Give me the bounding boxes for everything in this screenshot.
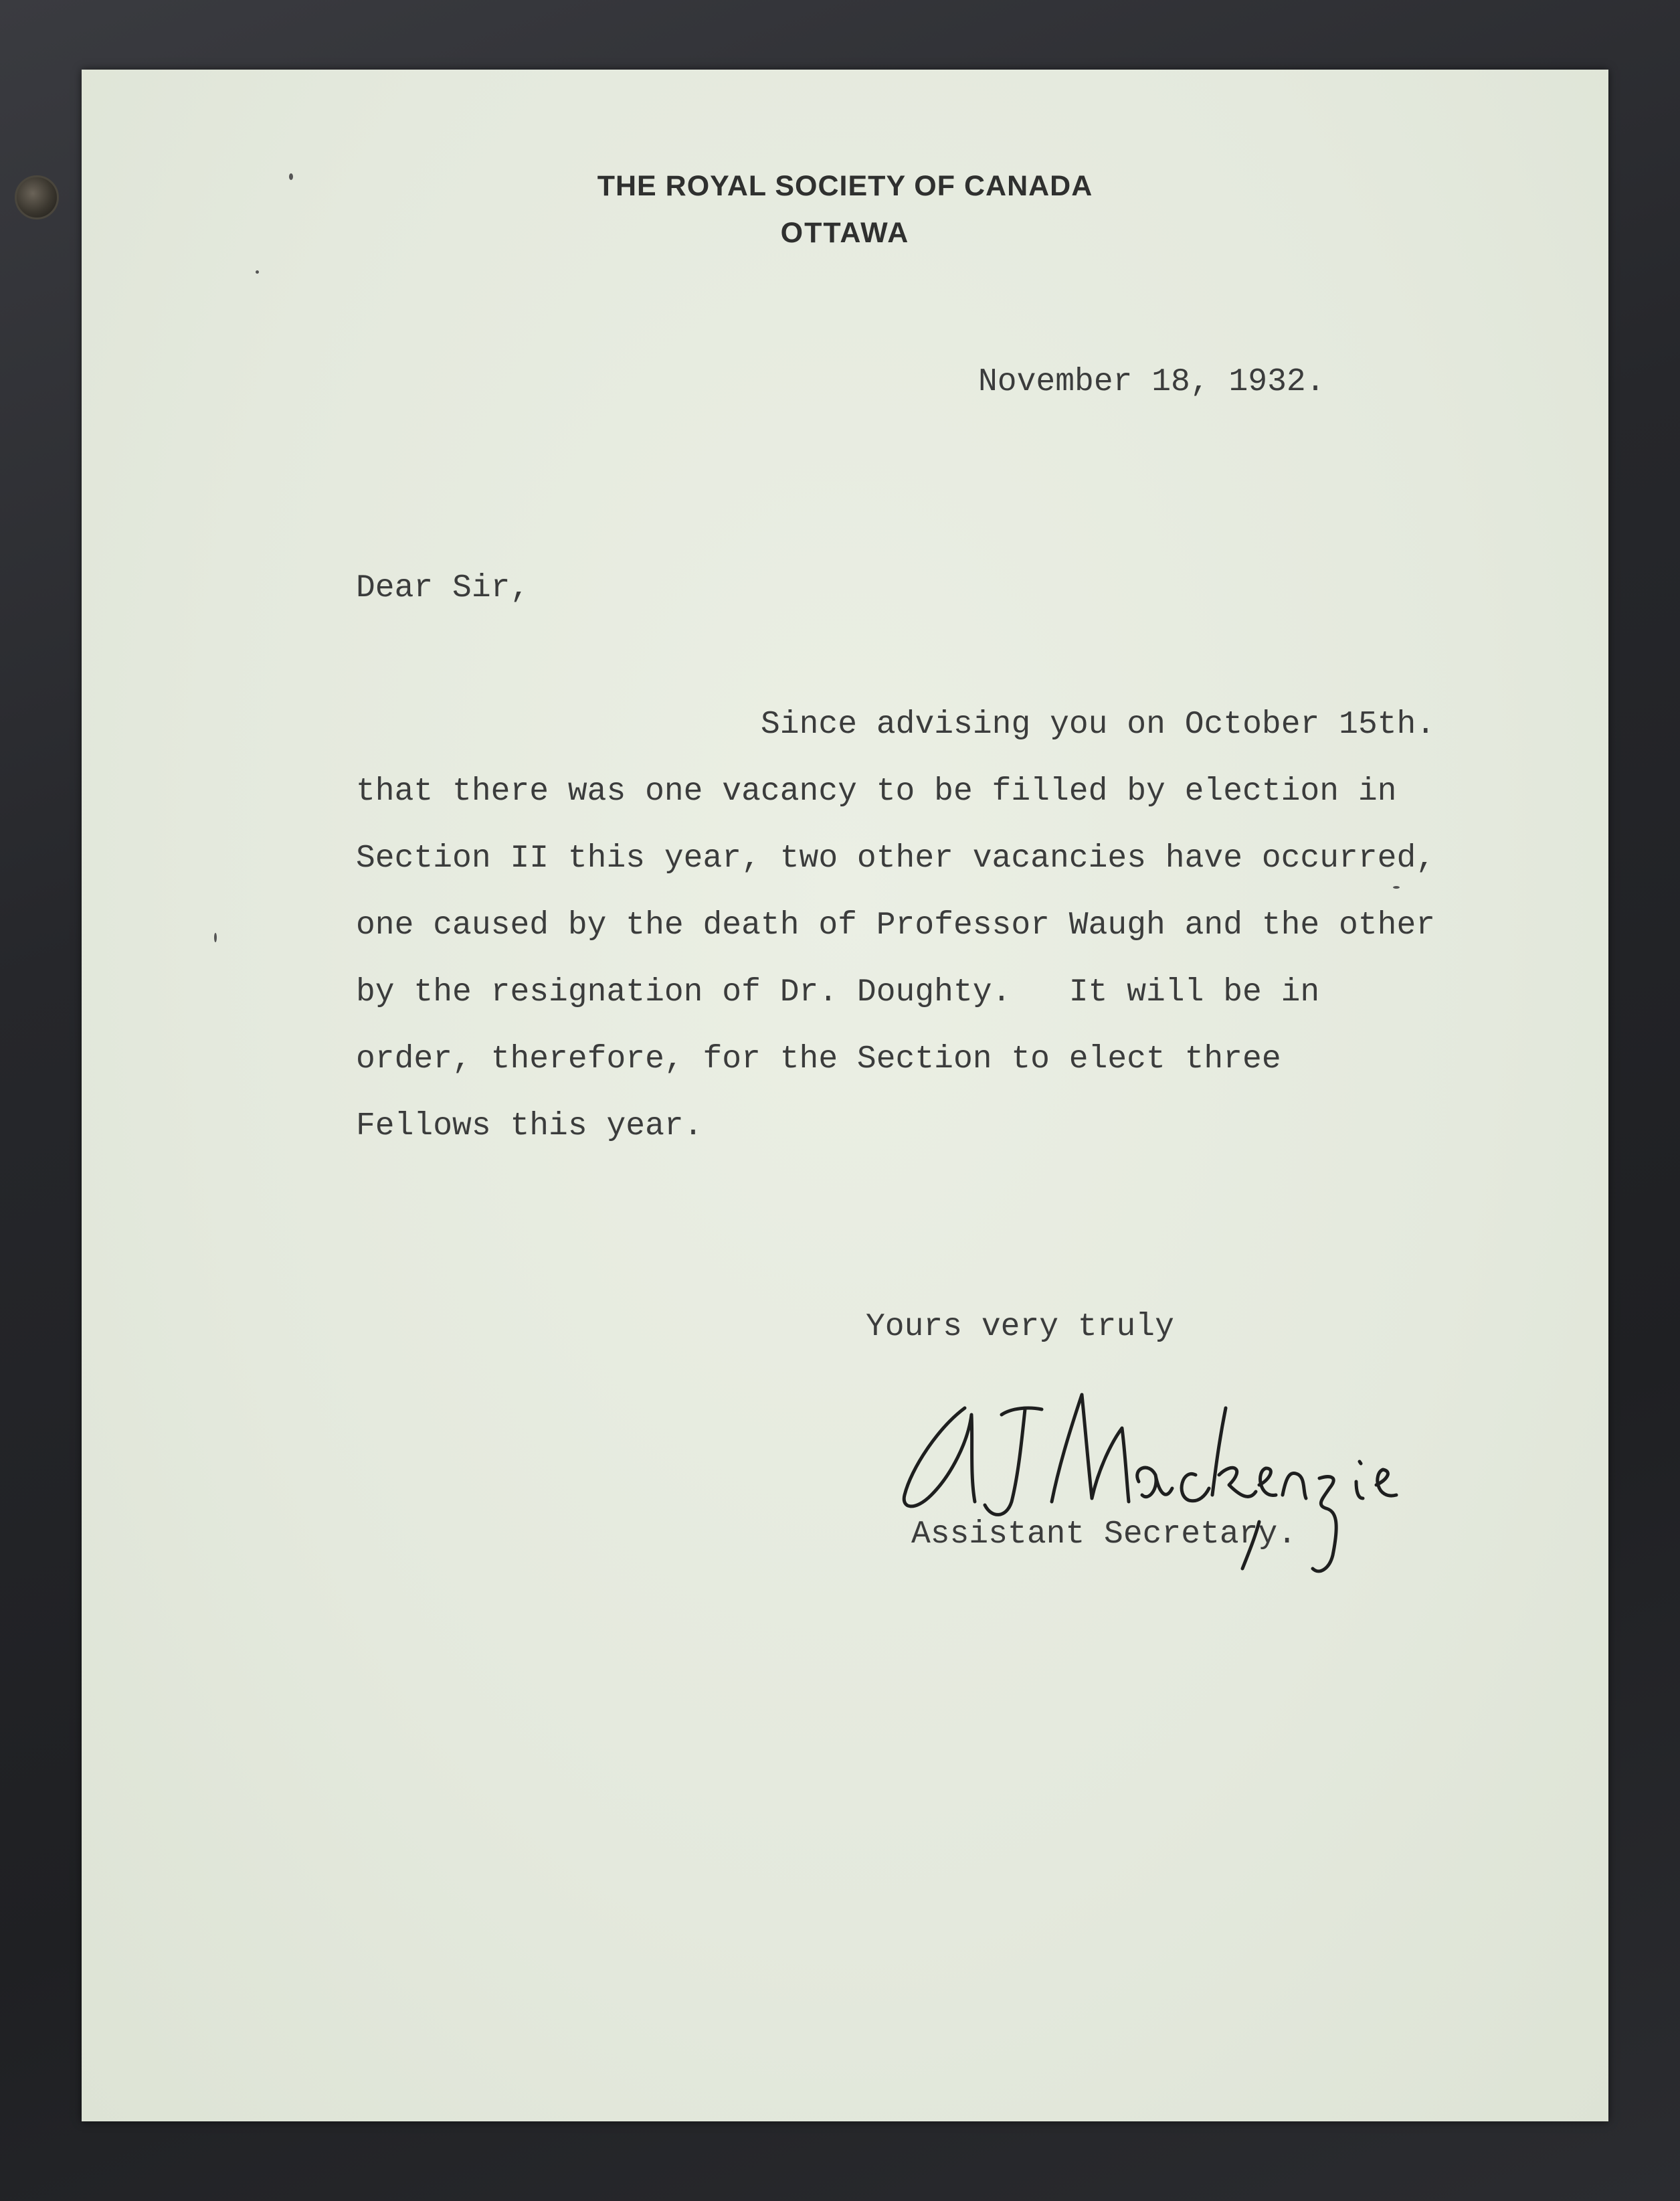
body-line: Since advising you on October 15th. [761, 707, 1436, 743]
body-line: by the resignation of Dr. Doughty. It will be in [356, 974, 1320, 1010]
signer-title: Assistant Secretary. [911, 1516, 1297, 1553]
letter-sheet [82, 70, 1608, 2121]
thumbtack-icon [15, 175, 59, 219]
body-line: Fellows this year. [356, 1108, 703, 1144]
body-line: one caused by the death of Professor Waugh and the other [356, 907, 1436, 944]
letter-date: November 18, 1932. [978, 364, 1325, 400]
paper-speck [214, 933, 217, 942]
paper-speck [289, 173, 293, 180]
letterhead-city: OTTAWA [780, 217, 910, 249]
body-line: order, therefore, for the Section to elect three [356, 1041, 1281, 1077]
letterhead-organization: THE ROYAL SOCIETY OF CANADA [597, 170, 1093, 202]
body-line: that there was one vacancy to be filled by election in [356, 774, 1397, 810]
body-line: Section II this year, two other vacancies have occurred, [356, 841, 1436, 877]
handwritten-signature [884, 1368, 1540, 1589]
paper-speck [256, 270, 259, 274]
salutation: Dear Sir, [356, 570, 530, 606]
paper-speck [1393, 886, 1400, 889]
closing: Yours very truly [866, 1309, 1174, 1345]
